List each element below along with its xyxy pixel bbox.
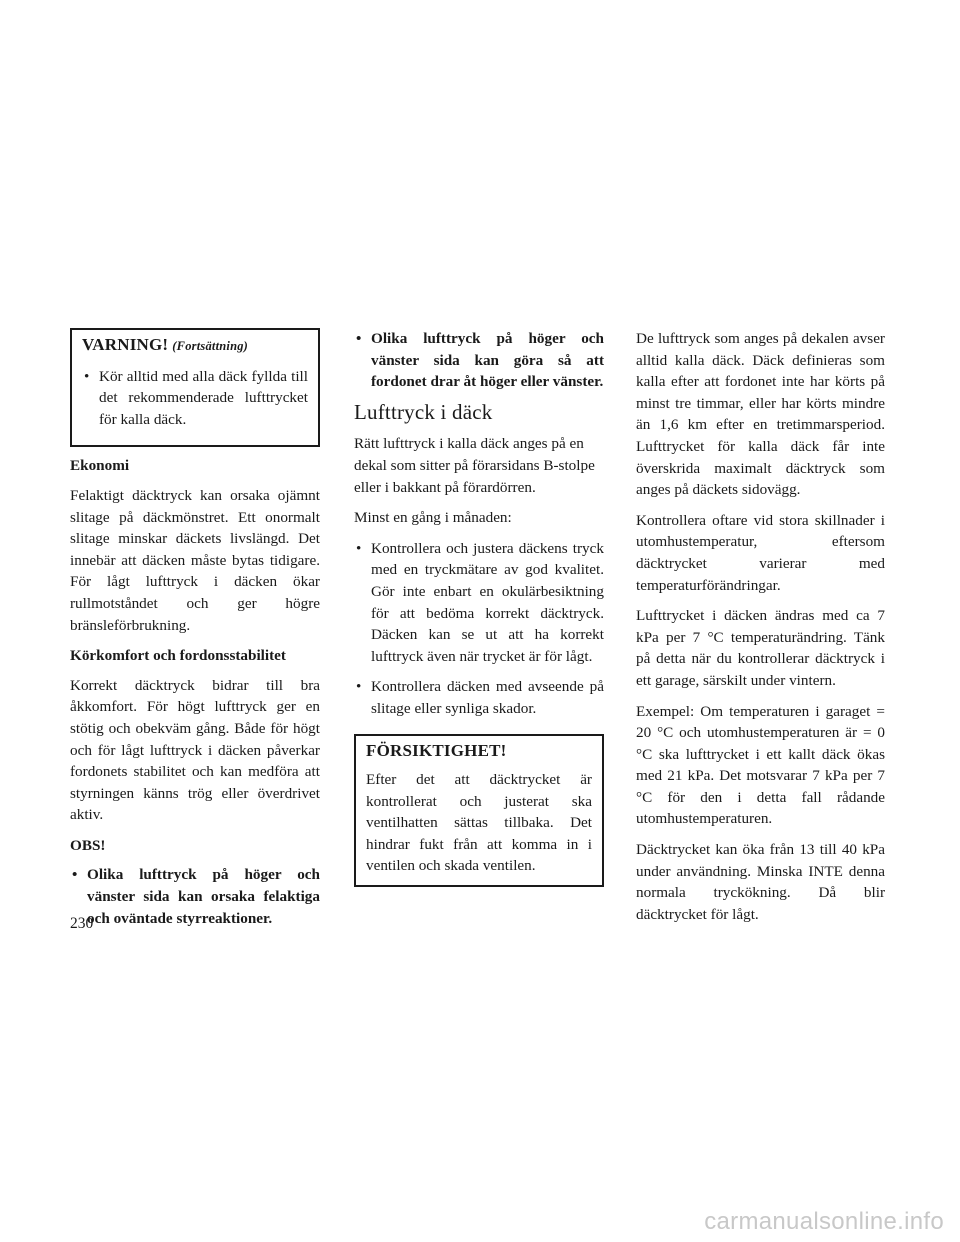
column-right [636, 328, 885, 934]
note-heading: OBS! [70, 836, 106, 854]
page-number: 230 [70, 915, 94, 932]
tire-bullet-2-text: Kontrollera däcken med avseende på slitage eller synliga skador. [371, 678, 604, 717]
right-paragraph-1: De lufttryck som anges på dekalen avser alltid kalla däck. Däck definieras som kalla efter att fordonet inte har körts på minst tre timmar, eller har körts mindre än 1,6 km efter en tretimmarsperiod. Lufttrycket för kalla däck får inte överskrida maximalt däcktryck som anges på däckets sidovägg. [636, 330, 885, 499]
tire-pressure-monthly: Minst en gång i månaden: [354, 509, 512, 527]
warning-box [70, 328, 320, 447]
bullet-icon: • [356, 330, 362, 347]
warning-title-text: VARNING! [82, 335, 169, 354]
caution-text: Efter det att däcktrycket är kontrollerat och justerat ska ventilhatten sättas tillbaka. Det hindrar fukt från att komma in i ventilen och skada ventilen. [366, 771, 592, 875]
note-bullet-1-text: Olika lufttryck på höger och vänster sida kan orsaka felaktiga och oväntade styrreaktioner. [87, 866, 320, 927]
comfort-text: Korrekt däcktryck bidrar till bra åkkomfort. För högt lufttryck ger en stötig och obekväm gång. Både för högt och för lågt lufttryck i däcken påverkar fordonets stabilitet och kan medföra att styrningen känns trög eller överdrivet aktiv. [70, 676, 320, 824]
right-paragraph-3: Lufttrycket i däcken ändras med ca 7 kPa per 7 °C temperaturändring. Tänk på detta när du kontrollerar däcktryck i ett garage, särskilt under vintern. [636, 607, 885, 689]
note-bullet-1 [70, 864, 320, 929]
tire-pressure-title: Lufttryck i däck [354, 399, 493, 424]
caution-title: FÖRSIKTIGHET! [366, 740, 507, 760]
comfort-heading: Körkomfort och fordonsstabilitet [70, 647, 286, 665]
caution-box [354, 734, 604, 888]
right-paragraph-5: Däcktrycket kan öka från 13 till 40 kPa under användning. Minska INTE denna normala tryckökning. Då blir däcktrycket för lågt. [636, 841, 885, 923]
bullet-icon: • [84, 367, 90, 385]
economy-text: Felaktigt däcktryck kan orsaka ojämnt slitage på däckmönstret. Ett onormalt slitage minskar däckets livslängd. Det innebär att däcken måste bytas tidigare. För lågt lufttryck i däcken ökar rullmotståndet och ger högre bränsleförbrukning. [70, 486, 320, 634]
tire-bullet-1 [354, 538, 604, 668]
warning-title [82, 334, 308, 358]
right-paragraph-2: Kontrollera oftare vid stora skillnader i utomhustemperatur, eftersom däcktrycket varierar med temperaturförändringar. [636, 511, 885, 594]
warning-bullet [82, 366, 308, 431]
tire-bullet-1-text: Kontrollera och justera däckens tryck med en tryckmätare av god kvalitet. Gör inte enbart en okulärbesiktning för att bedöma korrekt däcktryck. Däcken kan se ut att ha korrekt lufttryck även när trycket är för lågt. [371, 539, 604, 665]
warning-continuation: (Fortsättning) [172, 339, 249, 353]
note-bullet-2-text: Olika lufttryck på höger och vänster sida kan göra så att fordonet drar åt höger eller vänster. [371, 330, 604, 391]
column-middle [354, 328, 604, 887]
right-paragraph-4: Exempel: Om temperaturen i garaget = 20 °C och utomhustemperaturen är = 0 °C ska lufttrycket i ett kallt däck ökas med 21 kPa. Det motsvarar 7 kPa per 7 °C för den i detta fall rådande utomhustemperaturen. [636, 702, 885, 828]
warning-bullet-text: Kör alltid med alla däck fyllda till det rekommenderade lufttrycket för kalla däck. [99, 367, 308, 428]
economy-heading: Ekonomi [70, 457, 130, 475]
bullet-icon: • [72, 866, 78, 884]
column-left [70, 328, 320, 938]
bullet-icon: • [356, 678, 362, 696]
bullet-icon: • [356, 539, 362, 557]
note-bullet-2 [354, 328, 604, 393]
tire-pressure-intro: Rätt lufttryck i kalla däck anges på en dekal som sitter på förarsidans B-stolpe eller i bakkant på förardörren. [354, 435, 595, 496]
tire-bullet-2 [354, 676, 604, 719]
watermark: carmanualsonline.info [704, 1208, 944, 1235]
